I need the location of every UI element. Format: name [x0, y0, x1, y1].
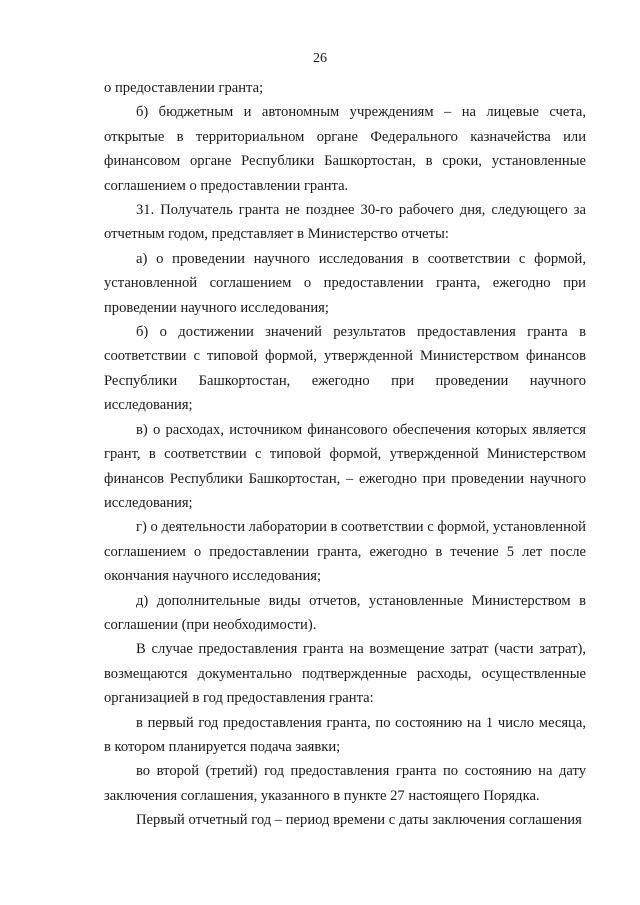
- paragraph-continuation: о предоставлении гранта;: [104, 80, 264, 96]
- page-number: 26: [313, 51, 327, 66]
- paragraph-clause-31: 31. Получатель гранта не позднее 30-го рабочего дня, следующего за отчетным годом, представляет в Министерство отчеты:: [104, 202, 586, 243]
- paragraph-item-v-expenses-report: в) о расходах, источником финансового обеспечения которых является грант, в соответствии с типовой формой, утвержденной Министерством финансов Республики Башкортостан, – ежегодно при проведении научного исследования;: [104, 421, 586, 511]
- document-body: [104, 76, 586, 833]
- paragraph-item-a-research-report: а) о проведении научного исследования в соответствии с формой, установленной соглашением о предоставлении гранта, ежегодно при проведении научного исследования;: [104, 250, 586, 316]
- paragraph-first-reporting-year: Первый отчетный год – период времени с даты заключения соглашения: [136, 812, 582, 829]
- paragraph-item-b-results-report: б) о достижении значений результатов предоставления гранта в соответствии с типовой формой, утвержденной Министерством финансов Республики Башкортостан, ежегодно при проведении научного исследования;: [104, 324, 586, 414]
- paragraph-cost-reimbursement: В случае предоставления гранта на возмещение затрат (части затрат), возмещаются документально подтвержденные расходы, осуществленные организацией в год предоставления гранта:: [104, 641, 586, 707]
- paragraph-item-d-additional-reports: д) дополнительные виды отчетов, установленные Министерством в соглашении (при необходимости).: [104, 592, 586, 633]
- paragraph-item-g-laboratory-report: г) о деятельности лаборатории в соответствии с формой, установленной соглашением о предоставлении гранта, ежегодно в течение 5 лет после окончания научного исследования;: [104, 519, 586, 585]
- paragraph-item-b-accounts: б) бюджетным и автономным учреждениям – на лицевые счета, открытые в территориальном органе Федерального казначейства или финансовом органе Республики Башкортостан, в сроки, установленные соглашением о предоставлении гранта.: [104, 104, 586, 194]
- paragraph-second-third-year: во второй (третий) год предоставления гранта по состоянию на дату заключения соглашения, указанного в пункте 27 настоящего Порядка.: [104, 763, 586, 804]
- paragraph-first-year: в первый год предоставления гранта, по состоянию на 1 число месяца, в котором планируется подача заявки;: [104, 714, 586, 755]
